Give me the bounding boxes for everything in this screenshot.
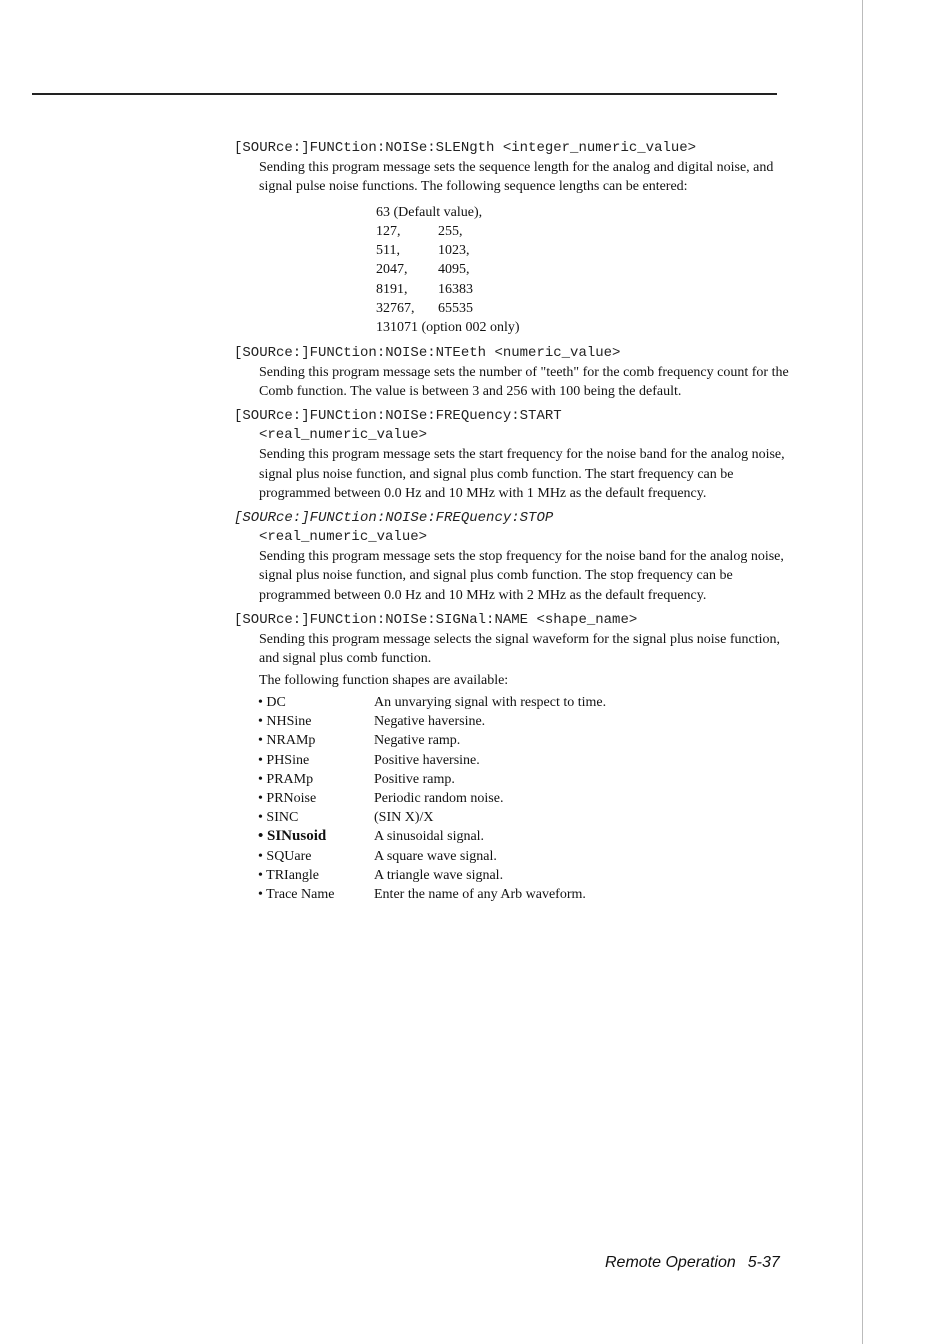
shape-name: • PRNoise — [258, 790, 317, 806]
list-item — [258, 731, 794, 750]
shape-name: • NHSine — [258, 714, 312, 730]
signal-name-section — [234, 611, 794, 904]
sequence-length-value: 2047, — [376, 262, 408, 278]
slength-section — [234, 139, 794, 338]
shapes-intro: The following function shapes are available: — [259, 672, 509, 688]
command-syntax: [SOURce:]FUNCtion:NOISe:FREQuency:STOP — [234, 510, 554, 527]
command-syntax: [SOURce:]FUNCtion:NOISe:SLENgth <integer_numeric_value> — [234, 140, 697, 156]
command-description: Sending this program message sets the sequence length for the analog and digital noise, and signal pulse noise functions. The following sequence lengths can be entered: — [259, 160, 774, 195]
sequence-length-value: 32767, — [376, 301, 415, 317]
shape-description: Positive haversine. — [374, 752, 480, 768]
sequence-length-option: 131071 (option 002 only) — [376, 320, 520, 336]
shape-name: • DC — [258, 694, 286, 710]
list-item — [258, 808, 794, 827]
shape-description: An unvarying signal with respect to time. — [374, 694, 607, 710]
list-item — [258, 712, 794, 731]
sequence-length-row — [376, 280, 794, 299]
freq-start-section — [234, 407, 794, 503]
shape-list — [234, 693, 794, 904]
list-item — [258, 885, 794, 904]
sequence-length-value: 1023, — [438, 243, 470, 259]
list-item — [258, 827, 794, 846]
sequence-length-value: 255, — [438, 223, 463, 239]
sequence-length-row — [376, 241, 794, 260]
sequence-length-value: 511, — [376, 243, 400, 259]
command-description: Sending this program message sets the number of "teeth" for the comb frequency count for the Comb function. The value is between 3 and 256 with 100 being the default. — [259, 364, 789, 399]
page-footer — [605, 1254, 780, 1272]
command-parameter: <real_numeric_value> — [259, 427, 428, 444]
shape-description: Positive ramp. — [374, 771, 455, 787]
list-item — [258, 770, 794, 789]
command-syntax: [SOURce:]FUNCtion:NOISe:SIGNal:NAME <shape_name> — [234, 612, 638, 629]
shape-name: • PRAMp — [258, 771, 314, 787]
sequence-length-value: 65535 — [438, 301, 473, 317]
list-item — [258, 789, 794, 808]
shape-name: • NRAMp — [258, 733, 316, 749]
page-edge-line — [862, 0, 863, 1344]
page-content — [234, 139, 794, 910]
page-number: 5-37 — [747, 1254, 780, 1271]
shape-description: Negative ramp. — [374, 733, 461, 749]
footer-title: Remote Operation — [605, 1254, 736, 1271]
shape-name: • SQUare — [258, 848, 312, 864]
command-description: Sending this program message sets the stop frequency for the noise band for the analog noise, signal plus noise function, and signal plus comb function. The stop frequency can be programmed between 0.0 Hz and 10 MHz with 2 MHz as the default frequency. — [259, 549, 784, 603]
list-item — [258, 847, 794, 866]
sequence-length-value: 4095, — [438, 262, 470, 278]
shape-description: (SIN X)/X — [374, 810, 434, 826]
list-item — [258, 693, 794, 712]
sequence-length-row — [376, 222, 794, 241]
shape-description: Enter the name of any Arb waveform. — [374, 886, 586, 902]
sequence-length-list — [376, 203, 794, 338]
nteeth-section — [234, 344, 794, 402]
list-item — [258, 751, 794, 770]
sequence-length-row — [376, 260, 794, 279]
sequence-length-default: 63 (Default value), — [376, 204, 483, 220]
sequence-length-value: 16383 — [438, 281, 473, 297]
command-parameter: <real_numeric_value> — [259, 529, 428, 546]
shape-description: A triangle wave signal. — [374, 867, 504, 883]
command-description: Sending this program message selects the signal waveform for the signal plus noise function, and signal plus comb function. — [259, 632, 781, 667]
sequence-length-value: 8191, — [376, 281, 408, 297]
list-item — [258, 866, 794, 885]
freq-stop-section — [234, 509, 794, 605]
shape-description: Negative haversine. — [374, 714, 486, 730]
shape-name: • TRIangle — [258, 867, 320, 883]
shape-name: • SINC — [258, 810, 299, 826]
shape-name: • Trace Name — [258, 886, 335, 902]
command-description: Sending this program message sets the start frequency for the noise band for the analog noise, signal plus noise function, and signal plus comb function. The start frequency can be programmed between 0.0 Hz and 10 MHz with 1 MHz as the default frequency. — [259, 447, 785, 501]
command-syntax: [SOURce:]FUNCtion:NOISe:FREQuency:START — [234, 408, 562, 425]
shape-name: • SINusoid — [258, 828, 327, 845]
shape-name: • PHSine — [258, 752, 310, 768]
shape-description: Periodic random noise. — [374, 790, 504, 806]
sequence-length-value: 127, — [376, 223, 401, 239]
header-rule — [32, 93, 777, 95]
shape-description: A square wave signal. — [374, 848, 497, 864]
sequence-length-row — [376, 299, 794, 318]
shape-description: A sinusoidal signal. — [374, 829, 485, 845]
command-syntax: [SOURce:]FUNCtion:NOISe:NTEeth <numeric_value> — [234, 344, 621, 361]
